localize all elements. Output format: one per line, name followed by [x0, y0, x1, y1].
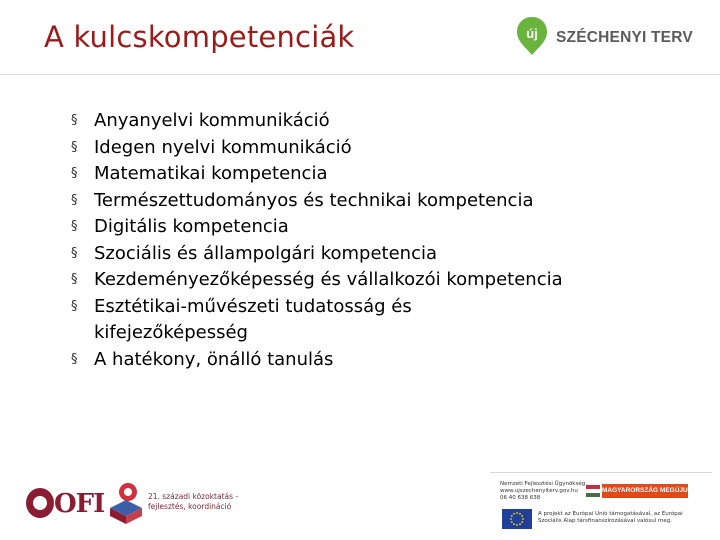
list-item: [0, 135, 684, 162]
bullet-icon: §: [71, 166, 78, 181]
szechenyi-terv-text: SZÉCHENYI TERV: [556, 29, 693, 46]
bullet-icon: §: [71, 272, 78, 287]
list-item: [0, 214, 684, 241]
tamop-logo: [104, 478, 244, 528]
list-item-text: Anyanyelvi kommunikáció: [94, 110, 330, 131]
footer-right-logos: [490, 472, 712, 535]
bullet-icon: §: [71, 113, 78, 128]
list-item-text: Matematikai kompetencia: [94, 163, 328, 184]
agency-text: Nemzeti Fejlesztési Ügynökség www.ujszechenyiterv.gov.hu 06 40 638 638: [500, 481, 586, 501]
list-item: [0, 108, 684, 135]
svg-text:új: új: [526, 26, 538, 41]
list-item-text: Esztétikai-művészeti tudatosság és kifejezőképesség: [94, 295, 412, 343]
tamop-cube-icon: [106, 480, 148, 526]
competency-list: [0, 108, 684, 373]
list-item: [0, 188, 684, 215]
title-divider: [0, 74, 720, 75]
ofi-logo-text: OFI: [54, 489, 105, 519]
ofi-circle-icon: [26, 488, 54, 518]
list-item-text: Digitális kompetencia: [94, 216, 289, 237]
hungarian-flag-icon: [586, 485, 600, 497]
list-item-text: Szociális és állampolgári kompetencia: [94, 242, 438, 264]
bullet-icon: §: [71, 245, 78, 261]
bullet-icon: §: [71, 219, 78, 234]
tamop-text: 21. századi közoktatás - fejlesztés, koordináció: [148, 492, 239, 511]
szechenyi-terv-logo: [516, 16, 706, 56]
bullet-icon: §: [71, 192, 78, 208]
footer-left-logos: [22, 478, 242, 528]
ofi-logo: [26, 486, 105, 522]
list-item: [0, 161, 684, 188]
slide-title: A kulcskompetenciák: [44, 20, 355, 54]
list-item-text: A hatékony, önálló tanulás: [94, 348, 334, 370]
list-item: [0, 347, 684, 374]
list-item: [0, 267, 684, 294]
list-item-text: Idegen nyelvi kommunikáció: [94, 136, 352, 158]
magyarorszag-megujul-badge: MAGYARORSZÁG MEGÚJUL: [602, 484, 688, 498]
bullet-icon: §: [71, 139, 78, 155]
bullet-icon: §: [71, 351, 78, 367]
list-item-text: Kezdeményezőképesség és vállalkozói kompetencia: [94, 269, 563, 290]
list-item: [0, 294, 494, 347]
list-item-text: Természettudományos és technikai kompetencia: [94, 189, 534, 211]
eu-funding-text: A projekt az Európai Unió támogatásával, az Európai Szociális Alap társfinanszírozásával valósul meg.: [538, 511, 683, 524]
bullet-icon: §: [71, 298, 78, 314]
szechenyi-terv-badge-icon: [516, 16, 548, 56]
eu-flag-icon: [502, 509, 532, 529]
list-item: [0, 241, 684, 268]
